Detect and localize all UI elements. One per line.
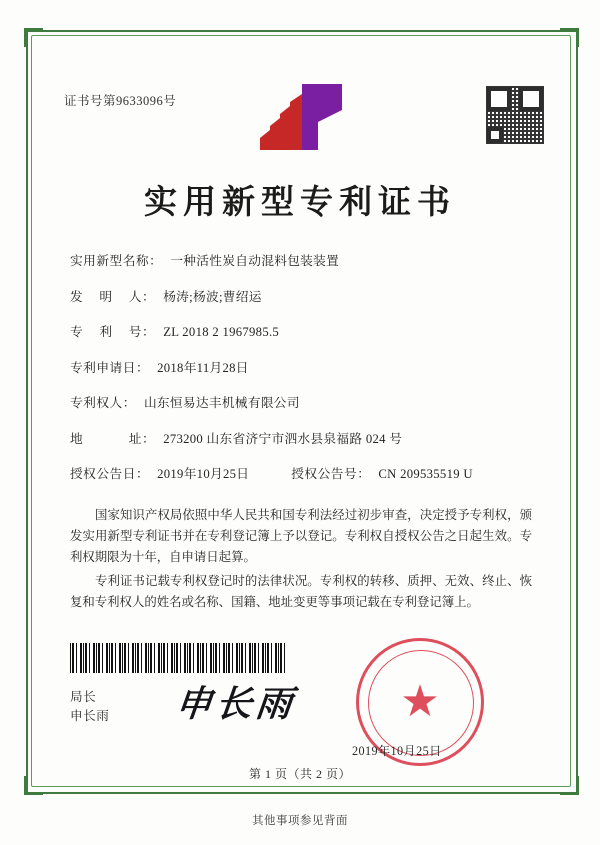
field-label: 专利号 xyxy=(70,325,142,339)
corner-ornament-top-left xyxy=(24,28,43,47)
field-value: 杨涛;杨波;曹绍运 xyxy=(163,289,262,304)
field-colon: ： xyxy=(149,254,163,268)
field-value: 273200 山东省济宁市泗水县泉福路 024 号 xyxy=(163,431,403,446)
field-colon: ： xyxy=(122,396,136,410)
field-list xyxy=(70,250,530,499)
field-colon: ： xyxy=(142,431,156,446)
field-colon: ： xyxy=(135,467,150,481)
field-row-application-date xyxy=(70,357,530,376)
field-label: 专利申请日 xyxy=(70,360,136,375)
field-colon: ： xyxy=(135,360,150,375)
field-value: 2018年11月28日 xyxy=(157,360,249,375)
field-colon: ： xyxy=(142,325,156,339)
field-label: 发明人 xyxy=(70,289,142,304)
grant-date-value: 2019年10月25日 xyxy=(157,467,250,481)
director-title-label: 局长 xyxy=(70,690,97,704)
page-number: 第 1 页（共 2 页） xyxy=(248,767,351,781)
grant-number-value: CN 209535519 U xyxy=(378,467,473,481)
field-row-patentee xyxy=(70,392,530,411)
field-row-inventor xyxy=(70,286,530,305)
body-paragraph-1: 国家知识产权局依照中华人民共和国专利法经过初步审查，决定授予专利权，颁发实用新型专利证书并在专利登记簿上予以登记。专利权自授权公告之日起生效。专利权期限为十年，自申请日起算。 xyxy=(70,508,532,564)
seal-star-icon: ★ xyxy=(400,677,440,726)
field-value: 一种活性炭自动混料包装装置 xyxy=(170,254,340,268)
field-colon: ： xyxy=(357,467,371,481)
grant-number-label: 授权公告号 xyxy=(291,467,358,481)
patent-office-emblem-icon xyxy=(246,80,356,166)
grant-date-label: 授权公告日 xyxy=(70,467,136,481)
page-title: 实用新型专利证书 xyxy=(144,182,456,221)
qr-code-icon xyxy=(486,86,544,144)
field-label: 地址 xyxy=(70,431,142,446)
footer-note: 其他事项参见背面 xyxy=(252,815,348,827)
field-colon: ： xyxy=(142,289,156,304)
handwritten-signature: 申长雨 xyxy=(173,683,298,725)
body-paragraph-2: 专利证书记载专利权登记时的法律状况。专利权的转移、质押、无效、终止、恢复和专利权人的姓名或名称、国籍、地址变更等事项记载在专利登记簿上。 xyxy=(70,574,532,609)
certificate-number: 证书号第9633096号 xyxy=(64,94,177,108)
corner-ornament-top-right xyxy=(560,28,579,47)
director-name-label: 申长雨 xyxy=(70,709,110,723)
field-value: ZL 2018 2 1967985.5 xyxy=(163,325,280,339)
field-label: 专利权人 xyxy=(70,396,123,410)
signature-block xyxy=(70,688,109,726)
field-row-name xyxy=(70,250,530,269)
field-label: 实用新型名称 xyxy=(70,254,150,268)
field-row-grant xyxy=(70,463,530,482)
field-value: 山东恒易达丰机械有限公司 xyxy=(143,396,300,410)
seal-date: 2019年10月25日 xyxy=(352,744,442,758)
barcode xyxy=(70,643,285,673)
field-row-address xyxy=(70,428,530,447)
field-row-patent-number xyxy=(70,321,530,340)
